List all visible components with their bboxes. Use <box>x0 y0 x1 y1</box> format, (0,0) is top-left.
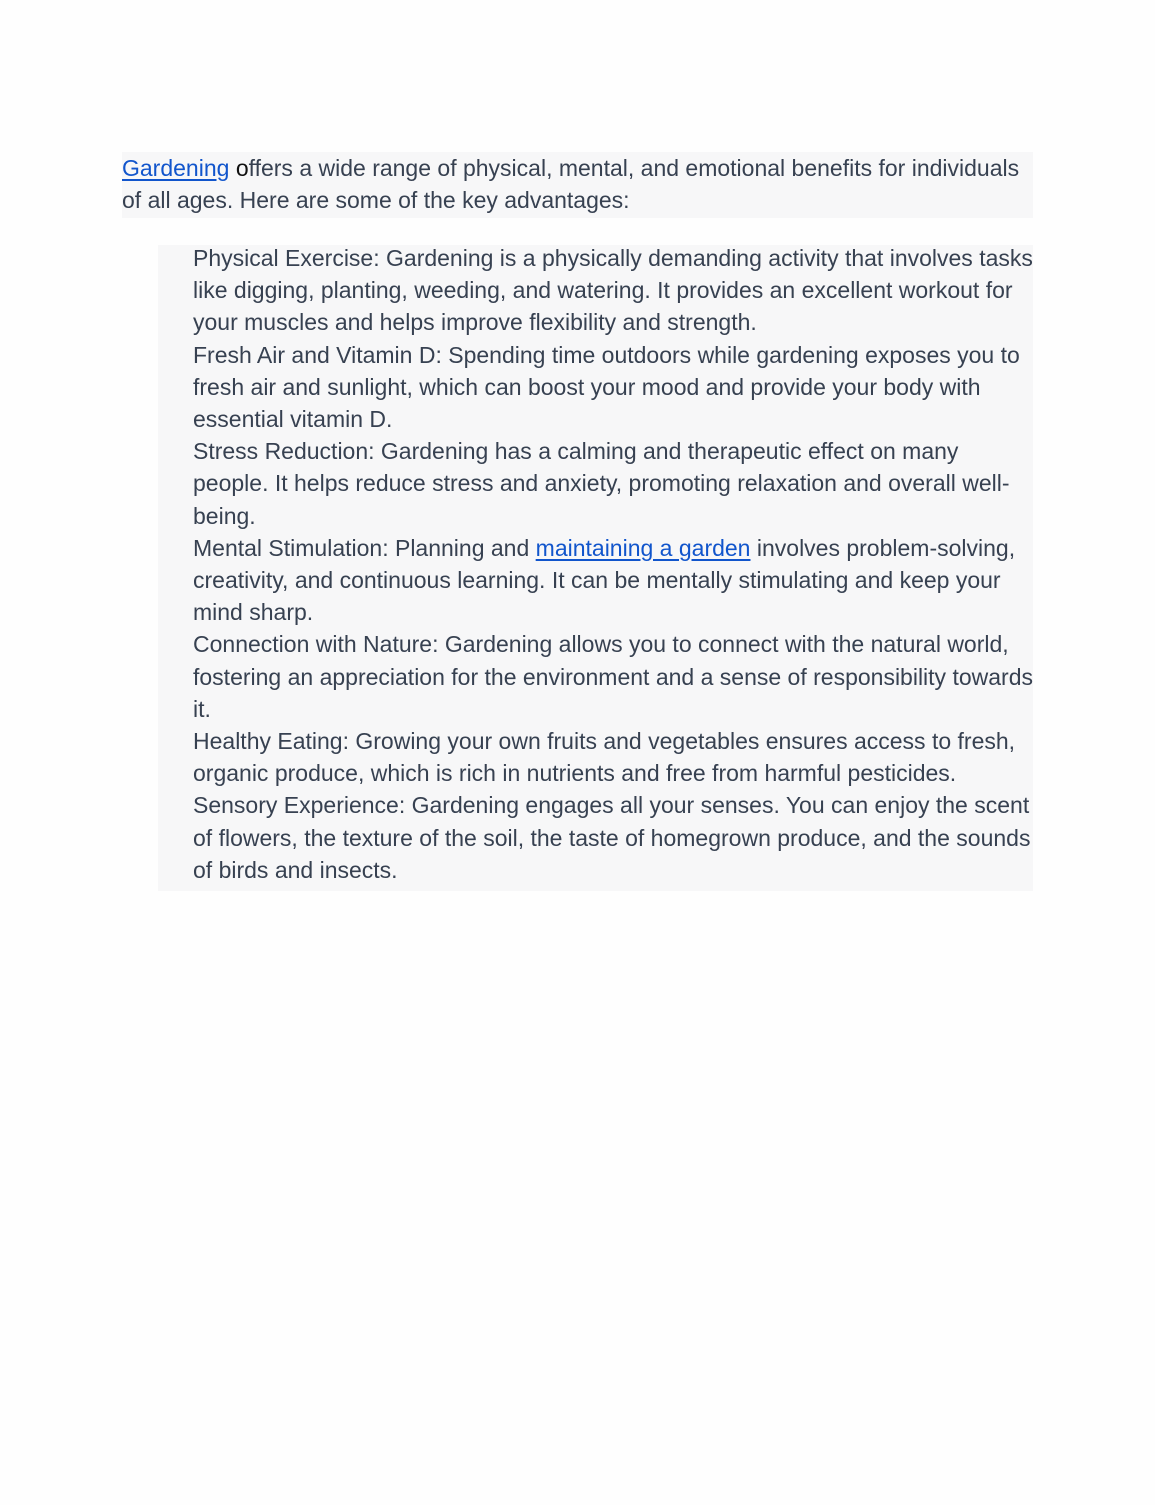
benefit-sensory-experience: Sensory Experience: Gardening engages all your senses. You can enjoy the scent of flowers, the texture of the soil, the taste of homegrown produce, and the sounds of birds and insects. <box>193 792 1031 883</box>
gardening-link[interactable]: Gardening <box>122 155 230 181</box>
benefits-list <box>158 245 1033 891</box>
benefit-fresh-air: Fresh Air and Vitamin D: Spending time outdoors while gardening exposes you to fresh air and sunlight, which can boost your mood and provide your body with essential vitamin D. <box>193 341 1020 433</box>
intro-first-letter: o <box>235 155 249 181</box>
benefit-stress-reduction: Stress Reduction: Gardening has a calming and therapeutic effect on many people. It helps reduce stress and anxiety, promoting relaxation and overall well-being. <box>193 438 1010 529</box>
benefit-physical-exercise: Physical Exercise: Gardening is a physically demanding activity that involves tasks like digging, planting, weeding, and watering. It provides an excellent workout for your muscles and helps improve flexibility and strength. <box>193 245 1033 336</box>
maintaining-garden-link[interactable]: maintaining a garden <box>535 534 751 561</box>
benefit-mental-stimulation <box>193 532 1033 629</box>
benefit-healthy-eating: Healthy Eating: Growing your own fruits and vegetables ensures access to fresh, organic produce, which is rich in nutrients and free from harmful pesticides. <box>193 728 1016 787</box>
benefit-connection-nature: Connection with Nature: Gardening allows you to connect with the natural world, fostering an appreciation for the environment and a sense of responsibility towards it. <box>193 631 1033 722</box>
intro-text: ffers a wide range of physical, mental, and emotional benefits for individuals of all ages. Here are some of the key advantages: <box>122 155 1020 213</box>
mental-stimulation-text-after: involves problem-solving, creativity, and continuous learning. It can be mentally stimulating and keep your mind sharp. <box>193 534 1016 626</box>
intro-paragraph <box>122 152 1033 218</box>
mental-stimulation-text-before: Mental Stimulation: Planning and <box>193 534 536 561</box>
